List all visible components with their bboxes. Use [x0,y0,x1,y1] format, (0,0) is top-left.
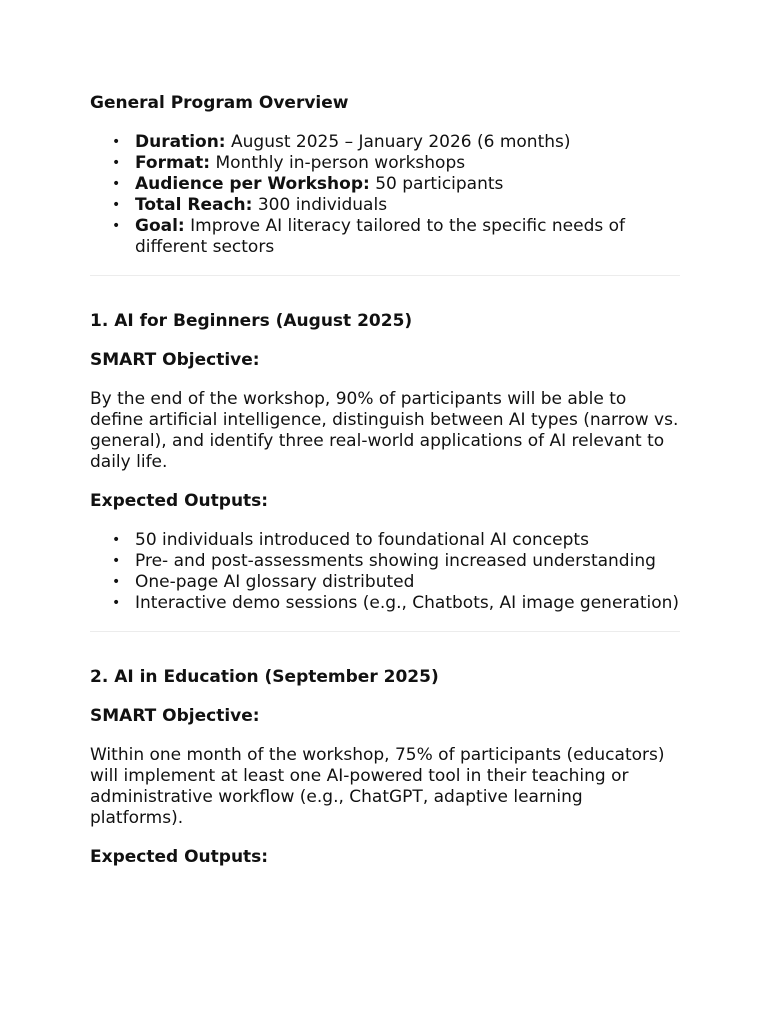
goal-label: Goal: [135,216,185,236]
section1-outputs-heading: Expected Outputs: [90,491,269,511]
duration-value: August 2025 – January 2026 (6 months) [225,132,571,152]
section-divider [90,631,680,632]
reach-label: Total Reach: [135,195,253,215]
section2-objective-text: Within one month of the workshop, 75% of participants (educators) will implement at least one AI-powered tool in their teaching or administrative workflow (e.g., ChatGPT, adaptive learning platforms). [90,745,665,828]
list-item [90,153,680,174]
list-item [90,195,680,216]
list-item: • 50 individuals introduced to foundational AI concepts [90,530,680,551]
section1-objective-heading: SMART Objective: [90,350,260,370]
section1-outputs-list [90,530,680,614]
section2-outputs-heading: Expected Outputs: [90,847,269,867]
list-item [90,132,680,153]
overview-title: General Program Overview [90,93,349,113]
section1-objective-text: By the end of the workshop, 90% of participants will be able to define artificial intelligence, distinguish between AI types (narrow vs. general), and identify three real-world applications of AI relevant to daily life. [90,389,679,472]
document-page [90,93,680,868]
format-value: Monthly in-person workshops [210,153,466,173]
duration-label: Duration: [135,132,226,152]
list-item: • Pre- and post-assessments showing increased understanding [90,551,680,572]
reach-value: 300 individuals [252,195,388,215]
list-item [90,174,680,195]
list-item: • One-page AI glossary distributed [90,572,680,593]
section1-title: 1. AI for Beginners (August 2025) [90,311,413,331]
audience-label: Audience per Workshop: [135,174,370,194]
audience-value: 50 participants [369,174,504,194]
section2-objective-heading: SMART Objective: [90,706,260,726]
overview-list [90,132,680,258]
list-item [90,216,680,258]
format-label: Format: [135,153,211,173]
section2-title: 2. AI in Education (September 2025) [90,667,439,687]
list-item: • Interactive demo sessions (e.g., Chatbots, AI image generation) [90,593,680,614]
goal-value: Improve AI literacy tailored to the specific needs of different sectors [135,216,626,257]
section-divider [90,275,680,276]
